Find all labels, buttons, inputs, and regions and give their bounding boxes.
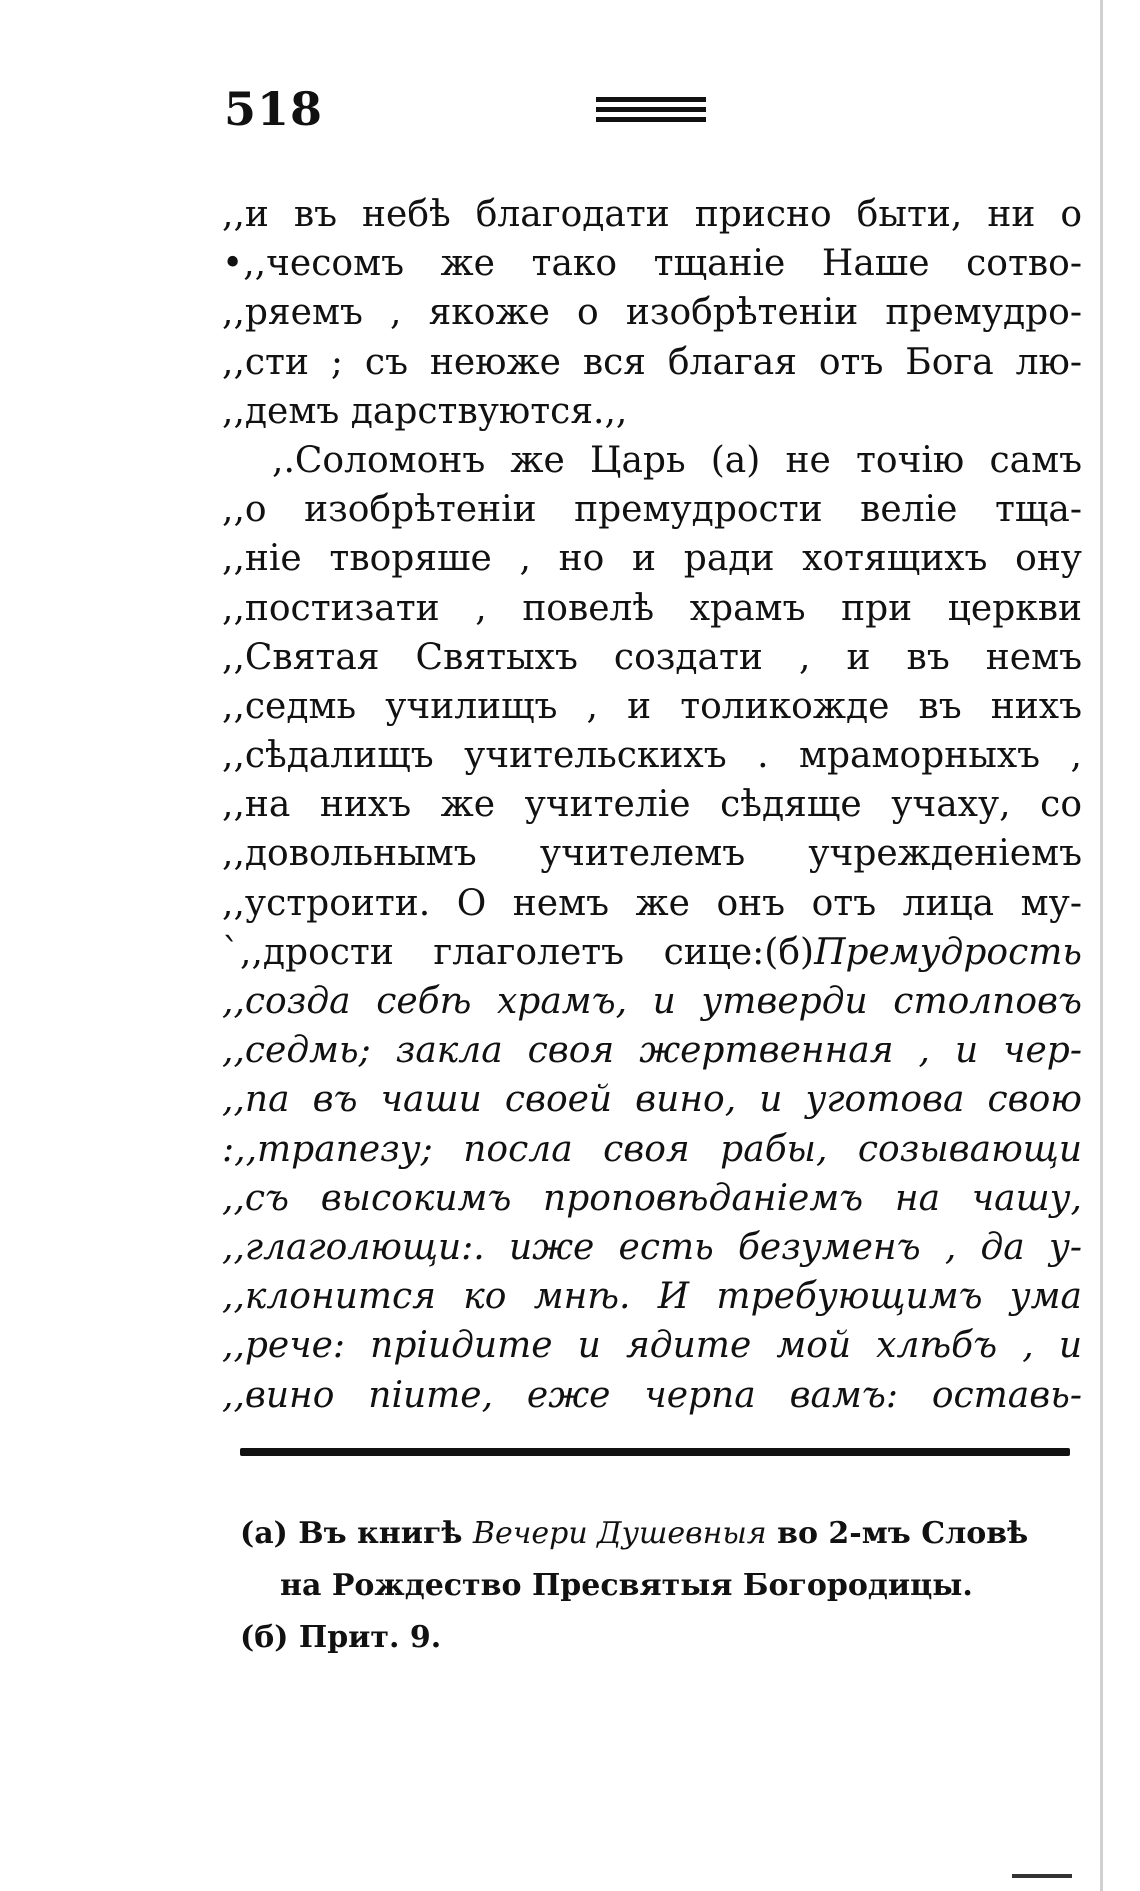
text-line: ,,седмь училищъ , и толикожде въ нихъ: [222, 685, 1082, 727]
text-line-italic: :,,трапезу; посла своя рабы, созывающи: [222, 1128, 1082, 1170]
footnote-b: [240, 1612, 1080, 1664]
text-line: ,,Святая Святыхъ создати , и въ немъ: [222, 636, 1082, 678]
text-line: ,.Соломонъ же Царь (а) не точію самъ: [272, 439, 1082, 481]
text-line-italic: ,,седмь; закла своя жертвенная , и чер-: [222, 1030, 1082, 1072]
text-line-italic-part: Премудрость: [814, 931, 1082, 973]
page-number: 518: [224, 82, 324, 136]
footnote-a: [240, 1508, 1080, 1560]
text-line-italic: ,,па въ чаши своей вино, и уготова свою: [222, 1079, 1082, 1121]
text-line: ,,о изобрѣтеніи премудрости веліе тща-: [222, 489, 1082, 531]
footnote-text: во 2-мъ Словѣ: [777, 1516, 1029, 1551]
page-edge: [1100, 0, 1103, 1891]
footnote-text: на Рождество Пресвятыя Богородицы.: [280, 1568, 973, 1603]
body-text: [222, 190, 1082, 1420]
footnotes: [240, 1508, 1080, 1664]
text-line: ,,ряемъ , якоже о изобрѣтеніи премудро-: [222, 292, 1082, 334]
footnote-divider: [240, 1448, 1070, 1456]
text-line: ,,ніе творяше , но и ради хотящихъ ону: [222, 538, 1082, 580]
text-line-italic: ,,съ высокимъ проповѣданіемъ на чашу,: [222, 1177, 1082, 1219]
text-line-normal-part: `,,дрости глаголетъ сице:(б): [222, 931, 815, 973]
text-line: •,,чесомъ же тако тщаніе Наше сотво-: [222, 243, 1082, 285]
text-line-italic: ,,глаголющи:. иже есть безуменъ , да у-: [222, 1226, 1082, 1268]
text-line: ,,на нихъ же учителіе сѣдяще учаху, со: [222, 784, 1082, 826]
footnote-book-title: Вечери Душевныя: [472, 1516, 767, 1551]
page-bottom-mark: [1012, 1874, 1072, 1878]
text-line-italic: ,,вино піите, еже черпа вамъ: оставь-: [222, 1374, 1082, 1416]
text-line: ,,сти ; съ неюже вся благая отъ Бога лю-: [222, 341, 1082, 383]
header-ornament-rule: [596, 97, 706, 127]
footnote-a-continuation: [240, 1560, 1080, 1612]
footnote-text: Въ книгѣ: [298, 1516, 463, 1551]
text-line: ,,сѣдалищъ учительскихъ . мраморныхъ ,: [222, 735, 1082, 777]
footnote-mark: (а): [240, 1516, 288, 1551]
text-line: ,,и въ небѣ благодати присно быти, ни о: [222, 194, 1082, 235]
footnote-mark: (б): [240, 1620, 289, 1655]
footnote-text: Прит. 9.: [298, 1620, 442, 1655]
text-line: ,,довольнымъ учителемъ учрежденіемъ: [222, 833, 1082, 875]
text-line: ,,демъ дарствуются.,,: [222, 390, 628, 432]
text-line: [222, 928, 1082, 977]
text-line: ,,устроити. О немъ же онъ отъ лица му-: [222, 882, 1082, 924]
text-line-italic: ,,клонится ко мнѣ. И требующимъ ума: [222, 1276, 1082, 1318]
text-line-italic: ,,созда себѣ храмъ, и утверди столповъ: [222, 981, 1082, 1022]
text-line: ,,постизати , повелѣ храмъ при церкви: [222, 587, 1082, 629]
text-line-italic: ,,рече: пріидите и ядите мой хлѣбъ , и: [222, 1325, 1082, 1367]
